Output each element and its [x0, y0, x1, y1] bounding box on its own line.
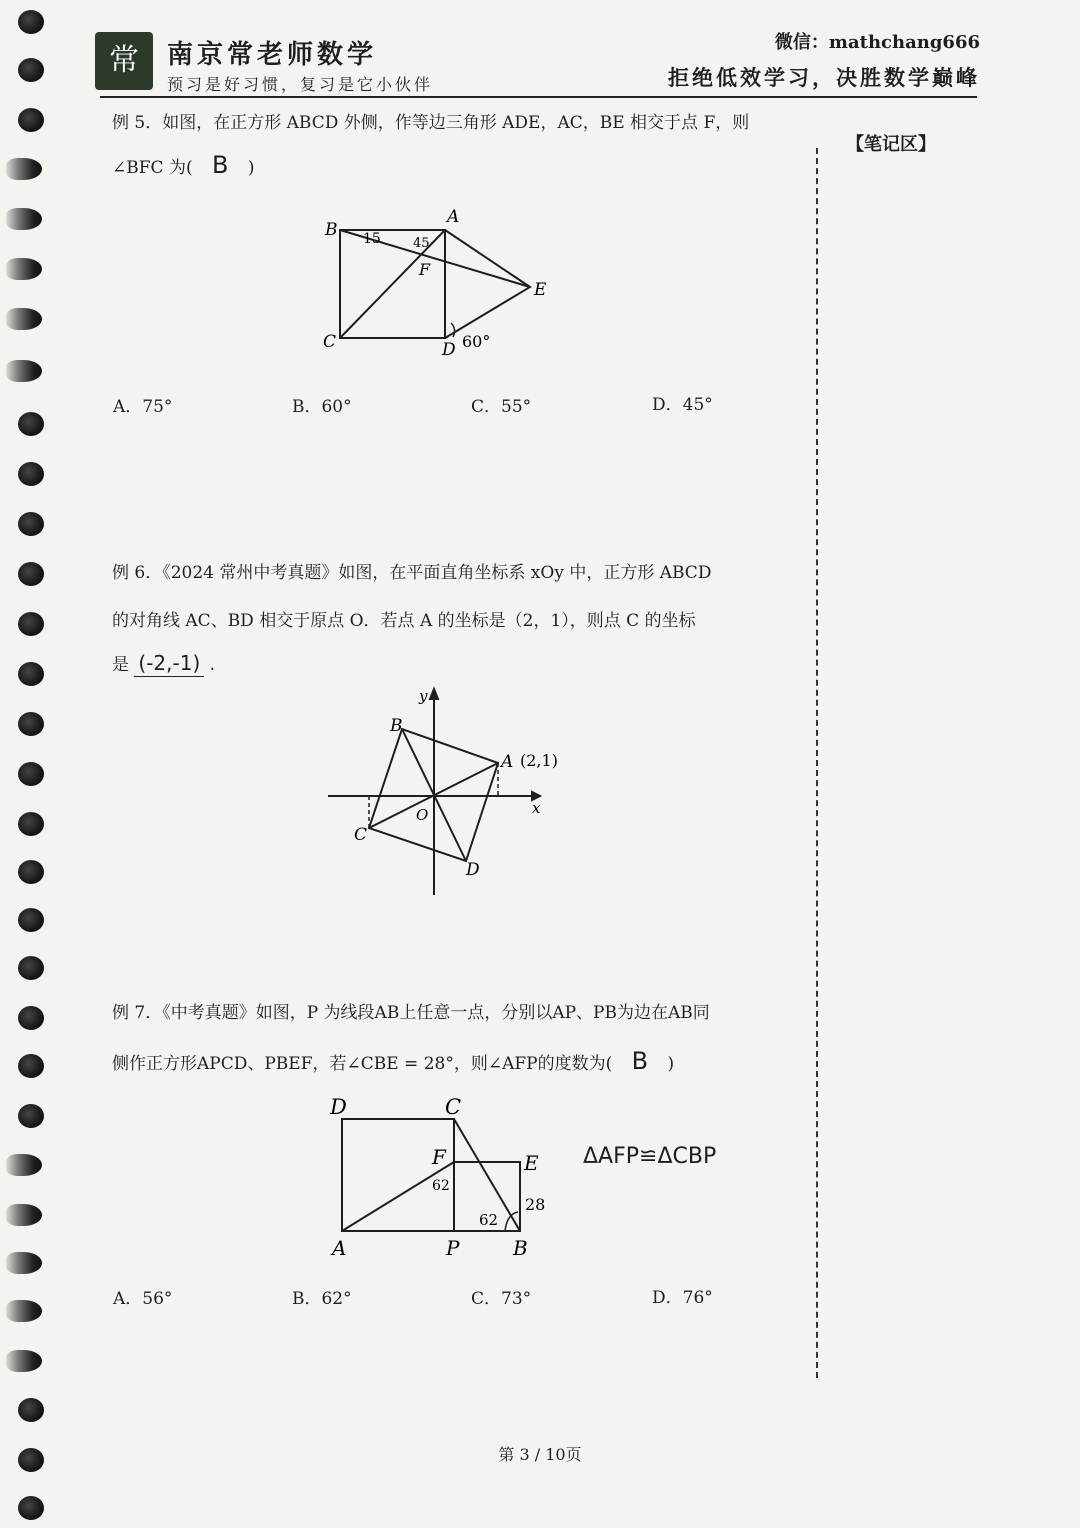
label-c: C	[445, 1095, 462, 1119]
label-d: D	[442, 340, 456, 360]
label-f: F	[432, 1145, 446, 1169]
y-arrow	[430, 689, 438, 699]
segment-af	[342, 1162, 454, 1231]
annotation-28: 28	[525, 1195, 546, 1214]
q5-option-b: B．60°	[292, 397, 352, 417]
label-a: A	[501, 752, 514, 772]
q7-option-b: B．62°	[292, 1289, 352, 1309]
label-p: P	[446, 1236, 460, 1260]
annotation-angle-f: 62	[432, 1178, 450, 1194]
q5-option-a: A．75°	[113, 397, 173, 417]
q7-answer: B	[631, 1047, 649, 1075]
q5-stem-suffix: )	[247, 158, 255, 178]
q6-answer: (-2,-1)	[134, 650, 204, 677]
label-d: D	[330, 1095, 347, 1119]
q5-option-c: C．55°	[471, 397, 532, 417]
label-b: B	[390, 716, 403, 736]
q5-stem-prefix: ∠BFC 为(	[112, 158, 193, 178]
annotation-a-coordinate: (2,1)	[520, 751, 558, 770]
square-apcd	[342, 1119, 454, 1231]
q6-line2: 的对角线 AC、BD 相交于原点 O．若点 A 的坐标是（2，1），则点 C 的坐标	[112, 611, 696, 631]
label-o: O	[416, 806, 429, 824]
q7-option-c: C．73°	[471, 1289, 532, 1309]
label-y: y	[419, 687, 428, 705]
brand-title: 南京常老师数学	[167, 40, 378, 70]
q5-line2	[112, 150, 772, 181]
angle-mark-b	[505, 1212, 518, 1231]
brand-logo: 常	[95, 32, 153, 90]
label-c: C	[323, 332, 337, 352]
q7-figure	[320, 1090, 560, 1265]
q6-line1: 例 6．《2024 常州中考真题》如图，在平面直角坐标系 xOy 中，正方形 ABCD	[112, 563, 712, 583]
label-d: D	[466, 860, 480, 880]
page-header	[95, 28, 980, 98]
q7-stem-suffix: )	[667, 1054, 675, 1074]
q5-answer: B	[211, 151, 229, 179]
q6-line3	[112, 650, 772, 677]
annotation-15: 15	[363, 231, 381, 247]
header-rule	[100, 96, 977, 98]
annotation-45: 45	[413, 236, 430, 251]
motto: 拒绝低效学习，决胜数学巅峰	[668, 65, 980, 90]
label-e: E	[534, 280, 547, 300]
label-c: C	[354, 825, 368, 845]
q7-line1: 例 7．《中考真题》如图，P 为线段AB上任意一点，分别以AP、PB为边在AB同	[112, 1003, 710, 1023]
q6-stem-suffix: .	[209, 655, 216, 675]
label-e: E	[524, 1151, 539, 1175]
q7-stem-prefix: 侧作正方形APCD、PBEF，若∠CBE = 28°，则∠AFP的度数为(	[112, 1054, 613, 1074]
q7-handwritten-note: ΔAFP≌ΔCBP	[583, 1144, 717, 1169]
q6-figure	[320, 685, 570, 900]
q5-option-d: D．45°	[652, 395, 713, 415]
label-a: A	[332, 1236, 347, 1260]
annotation-60: 60°	[462, 332, 491, 351]
label-b: B	[325, 220, 338, 240]
wechat-id: 微信：mathchang666	[774, 32, 980, 53]
notes-area-label: 【笔记区】	[846, 134, 936, 155]
brand-slogan: 预习是好习惯，复习是它小伙伴	[167, 75, 434, 94]
q5-line1: 例 5．如图，在正方形 ABCD 外侧，作等边三角形 ADE，AC，BE 相交于点 F，则	[112, 113, 750, 133]
label-x: x	[532, 799, 541, 817]
page-number: 第 3 / 10页	[498, 1445, 582, 1464]
q7-option-a: A．56°	[113, 1289, 173, 1309]
annotation-angle-b: 62	[479, 1211, 499, 1229]
notes-divider	[816, 148, 818, 1378]
q7-line2	[112, 1046, 772, 1077]
label-b: B	[513, 1236, 528, 1260]
spiral-binding	[0, 0, 60, 1528]
label-a: A	[447, 207, 460, 227]
q6-stem-prefix: 是	[112, 655, 129, 675]
q7-option-d: D．76°	[652, 1288, 713, 1308]
label-f: F	[419, 260, 431, 279]
q5-figure	[315, 205, 555, 365]
